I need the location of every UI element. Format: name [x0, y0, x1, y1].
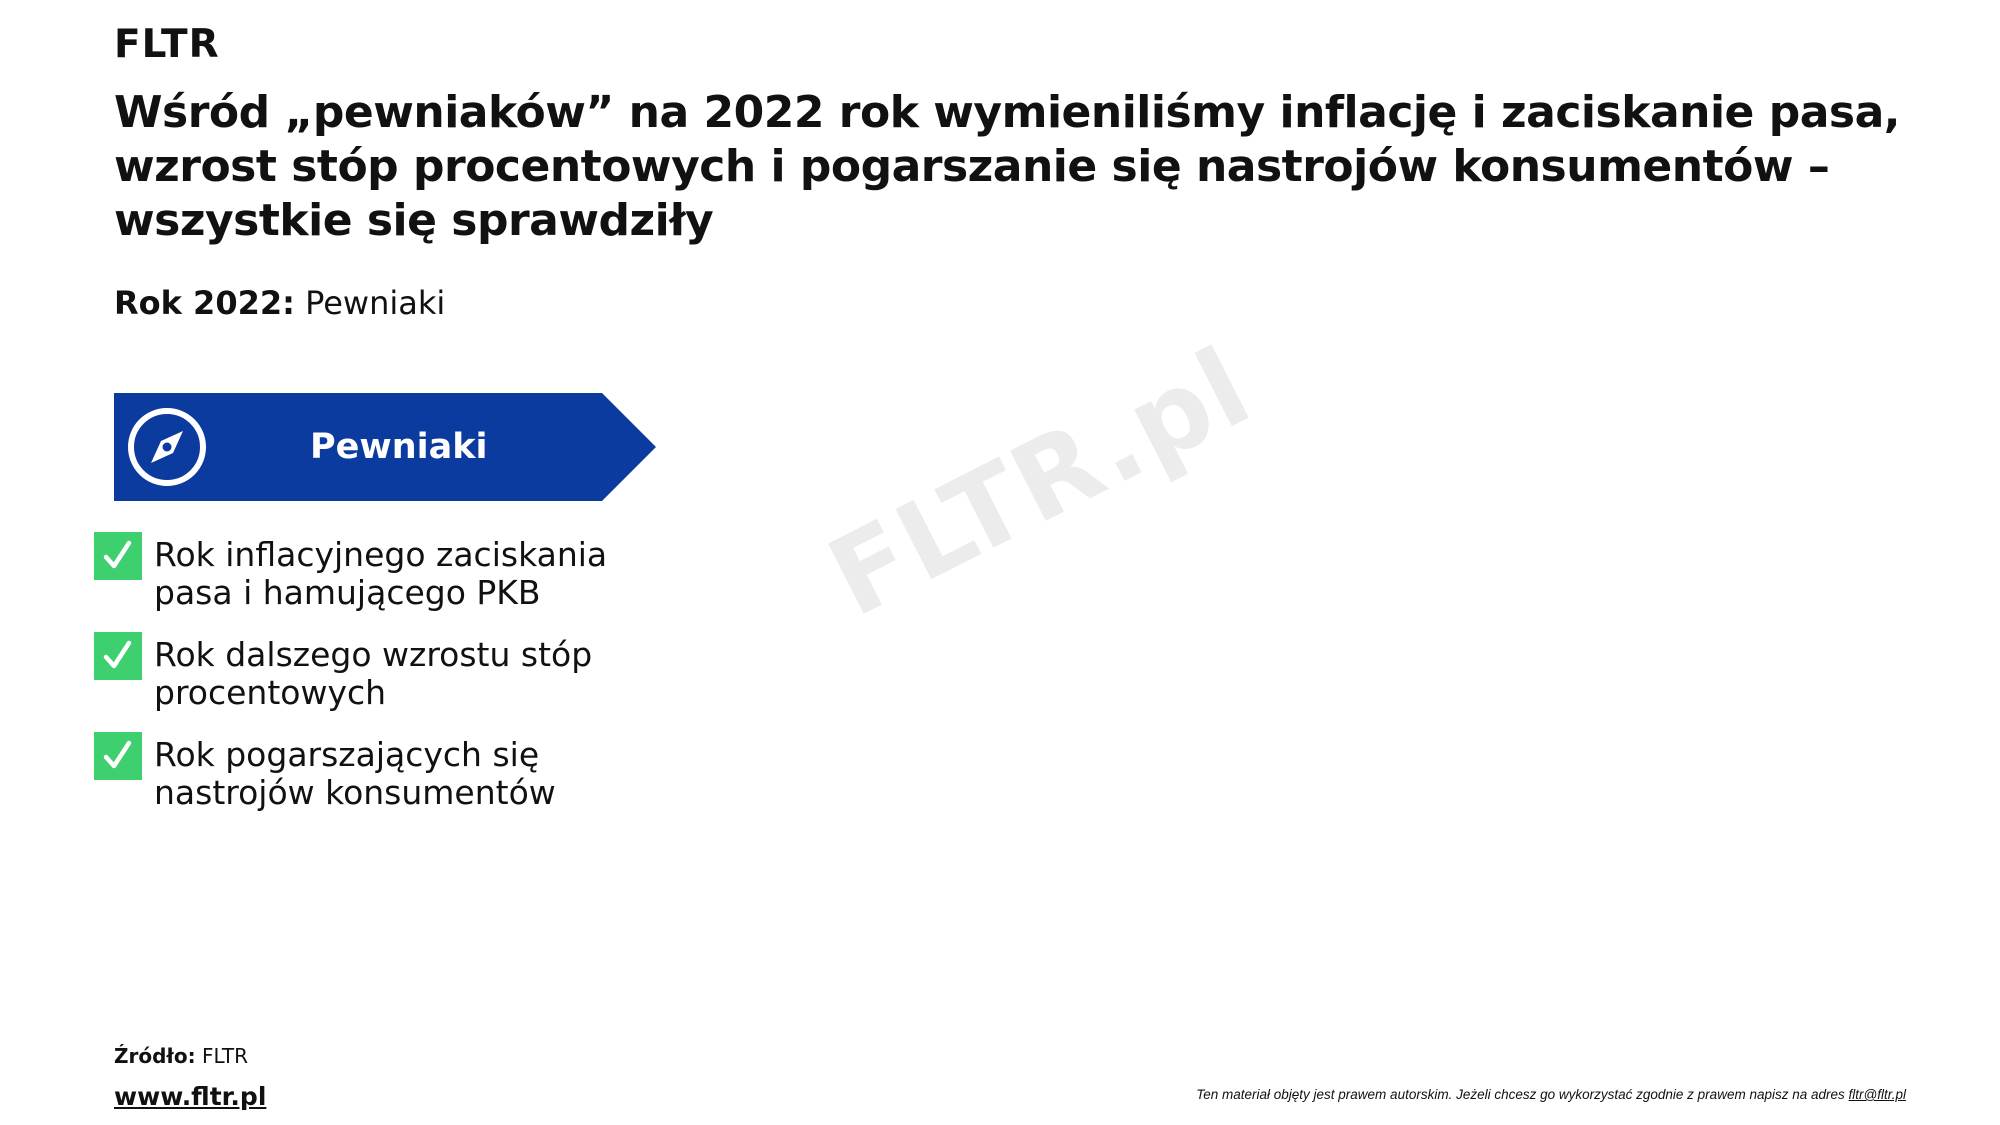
compass-icon — [127, 407, 207, 487]
website-link[interactable]: www.fltr.pl — [114, 1082, 267, 1111]
checkmark-icon — [94, 532, 142, 580]
copyright-text: Ten materiał objęty jest prawem autorskim. Jeżeli chcesz go wykorzystać zgodnie z prawem napisz na adres — [1196, 1087, 1845, 1102]
banner-label: Pewniaki — [310, 427, 488, 467]
copyright-notice — [1196, 1087, 1906, 1102]
subtitle — [114, 284, 445, 322]
list-item-text: Rok pogarszających się nastrojów konsumentów — [154, 735, 556, 812]
brand-logo: FLTR — [114, 22, 220, 67]
subtitle-value: Pewniaki — [305, 284, 446, 322]
checkmark-icon — [94, 632, 142, 680]
source-note — [114, 1044, 248, 1068]
page-title: Wśród „pewniaków” na 2022 rok wymieniliśmy inflację i zaciskanie pasa, wzrost stóp procentowych i pogarszanie się nastrojów konsumentów – wszystkie się sprawdziły — [114, 87, 1900, 246]
list-item-text: Rok dalszego wzrostu stóp procentowych — [154, 635, 593, 712]
pewniaki-banner — [114, 393, 656, 501]
checkmark-icon — [94, 732, 142, 780]
source-label: Źródło: — [114, 1044, 196, 1068]
list-item-text: Rok inflacyjnego zaciskania pasa i hamującego PKB — [154, 535, 608, 612]
watermark: FLTR.pl — [810, 324, 1271, 642]
source-value: FLTR — [201, 1044, 248, 1068]
contact-email-link[interactable]: fltr@fltr.pl — [1848, 1087, 1906, 1102]
subtitle-label: Rok 2022: — [114, 284, 295, 322]
